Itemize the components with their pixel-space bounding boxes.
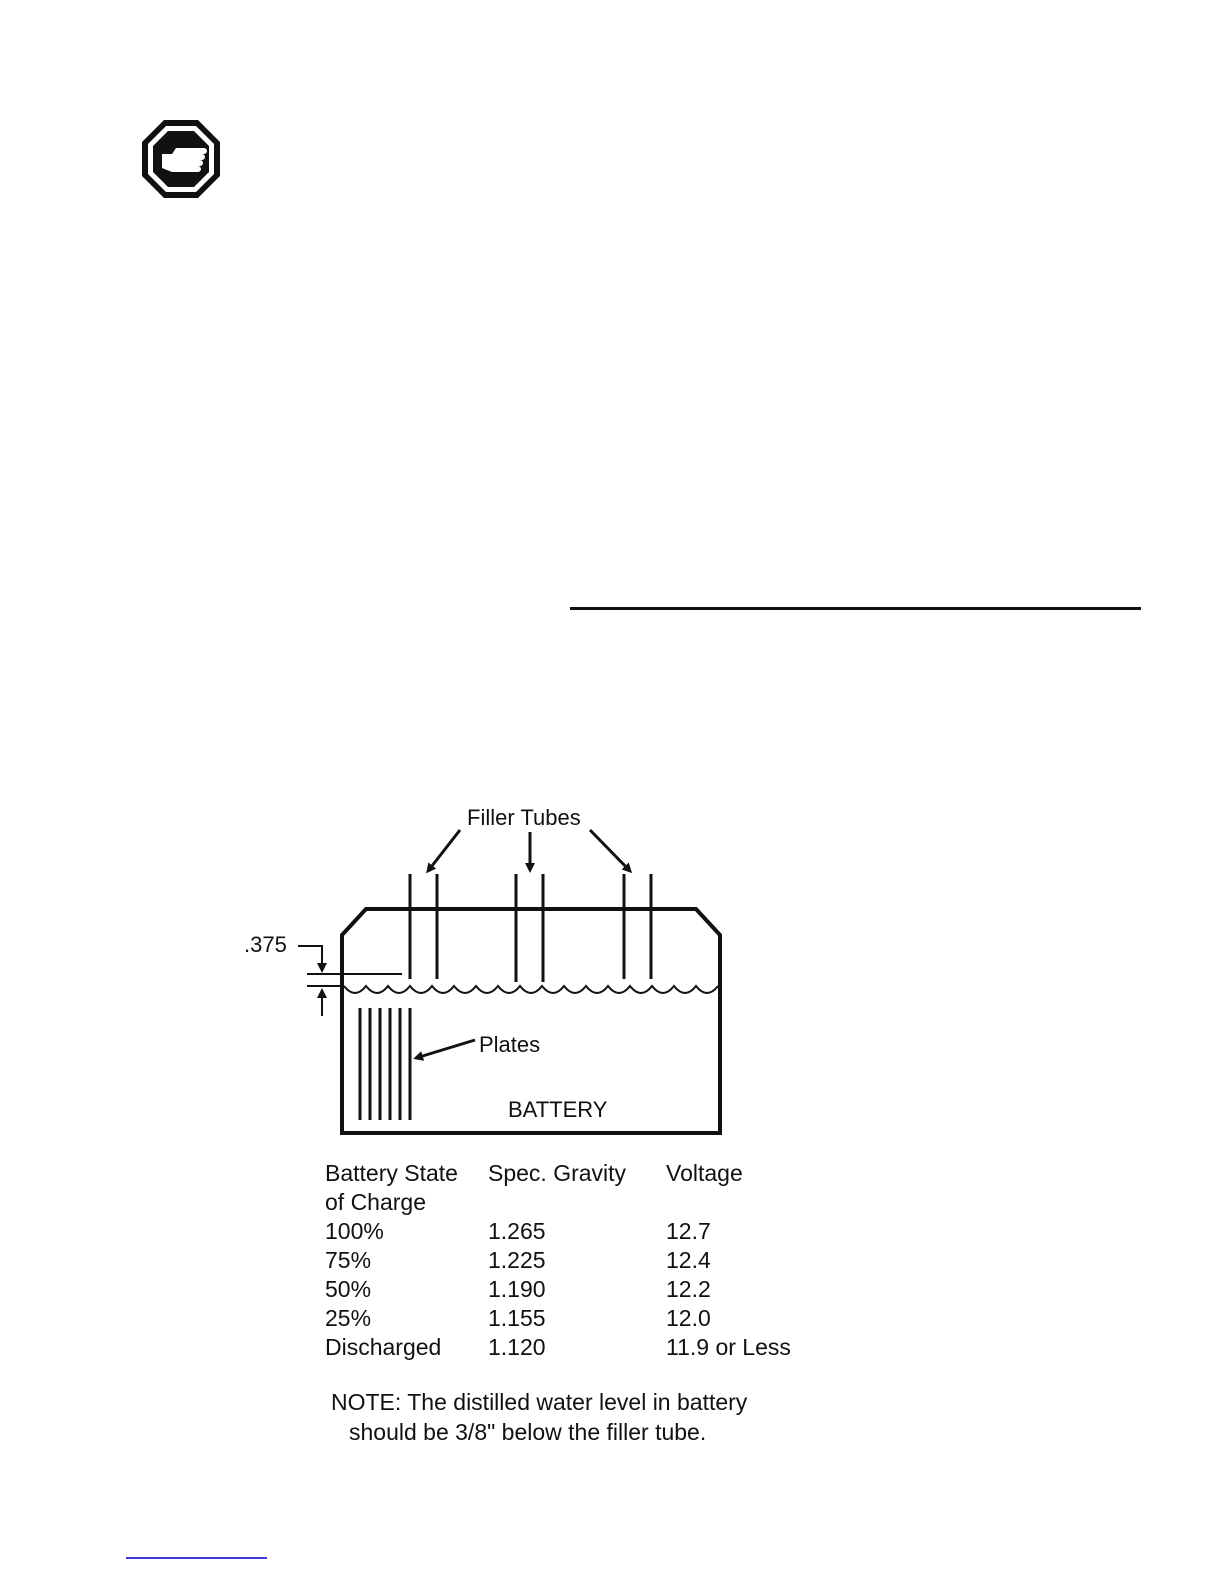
table-cell: 1.120 bbox=[488, 1334, 546, 1360]
table-header-voltage: Voltage bbox=[666, 1160, 743, 1186]
table-cell: 12.0 bbox=[666, 1305, 711, 1331]
table-cell: 1.155 bbox=[488, 1305, 546, 1331]
note-line-1: NOTE: The distilled water level in battery bbox=[331, 1389, 748, 1415]
table-cell: 12.4 bbox=[666, 1247, 711, 1273]
plates-label: Plates bbox=[479, 1032, 541, 1057]
note-line-2: should be 3/8" below the filler tube. bbox=[349, 1419, 707, 1445]
table-cell: 1.225 bbox=[488, 1247, 546, 1273]
table-cell: 12.7 bbox=[666, 1218, 711, 1244]
dimension-label: .375 bbox=[244, 932, 287, 957]
table-cell: 11.9 or Less bbox=[666, 1334, 791, 1360]
table-cell: 50% bbox=[325, 1276, 372, 1302]
table-header-gravity: Spec. Gravity bbox=[488, 1160, 627, 1186]
table-cell: 100% bbox=[325, 1218, 384, 1244]
table-cell: Discharged bbox=[325, 1334, 442, 1360]
horizontal-rule bbox=[570, 607, 1141, 610]
table-cell: 1.265 bbox=[488, 1218, 546, 1244]
table-cell: 75% bbox=[325, 1247, 372, 1273]
table-cell: 12.2 bbox=[666, 1276, 711, 1302]
pointing-hand-stop-icon bbox=[140, 118, 222, 200]
table-cell: 1.190 bbox=[488, 1276, 546, 1302]
table-cell: 25% bbox=[325, 1305, 372, 1331]
filler-tubes-label: Filler Tubes bbox=[467, 805, 581, 830]
table-header-state-line2: of Charge bbox=[325, 1189, 427, 1215]
table-header-state: Battery State bbox=[325, 1160, 458, 1186]
water-level bbox=[344, 986, 718, 993]
footer-link-rule[interactable] bbox=[126, 1557, 267, 1559]
battery-label: BATTERY bbox=[508, 1097, 608, 1122]
